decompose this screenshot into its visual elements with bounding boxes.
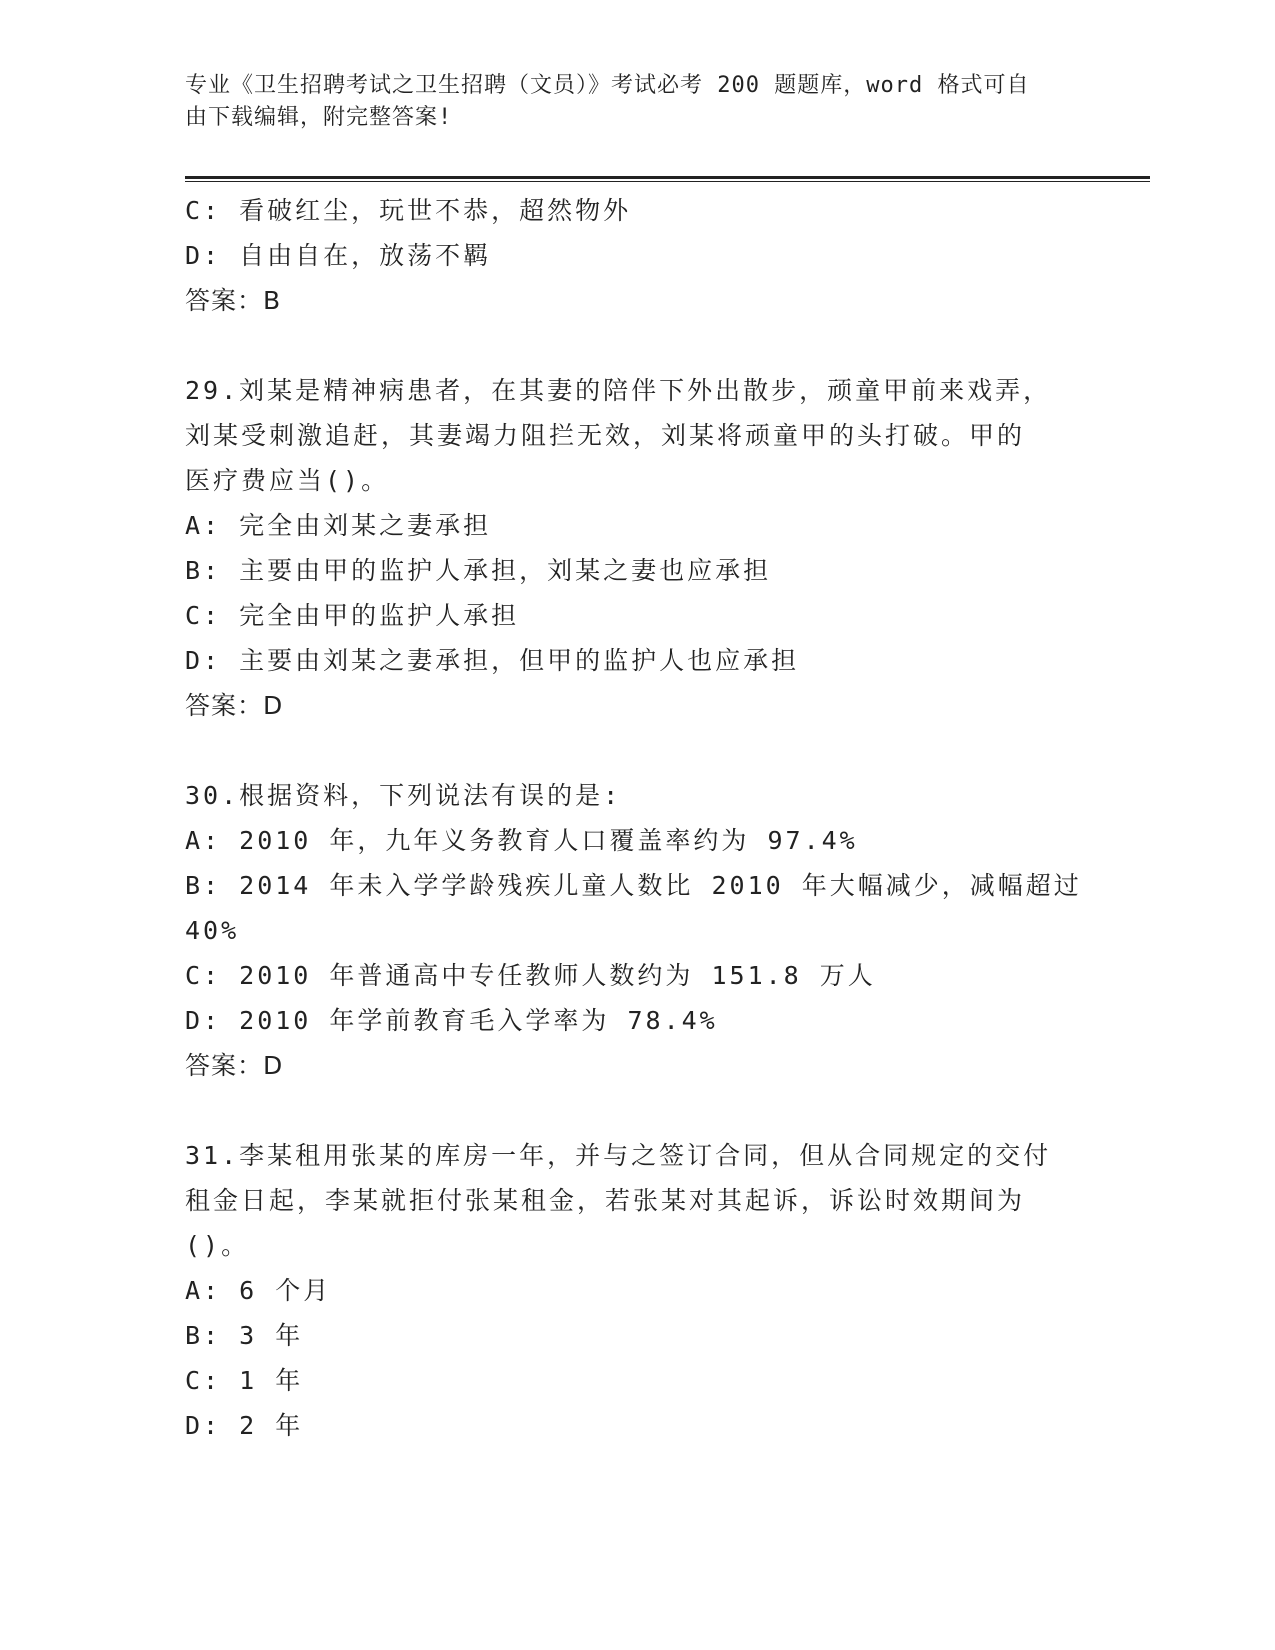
question-stem-line: 租金日起，李某就拒付张某租金，若张某对其起诉，诉讼时效期间为 [185,1186,1026,1215]
header-line-1: 专业《卫生招聘考试之卫生招聘（文员）》考试必考 200 题题库，word 格式可自 [185,73,1030,98]
prev-question-block [185,188,1085,323]
question-stem-line: 医疗费应当()。 [185,466,390,495]
spacer [185,728,1085,773]
option-a: A: 6 个月 [185,1276,332,1305]
option-b-continued: 40% [185,916,240,945]
question-stem-line: 29.刘某是精神病患者，在其妻的陪伴下外出散步，顽童甲前来戏弄， [185,376,1052,405]
question-content [185,188,1085,1448]
question-31 [185,1133,1085,1448]
spacer [185,1088,1085,1133]
option-b: B: 主要由甲的监护人承担，刘某之妻也应承担 [185,556,772,585]
option-b: B: 2014 年未入学学龄残疾儿童人数比 2010 年大幅减少，减幅超过 [185,871,1082,900]
option-a: A: 完全由刘某之妻承担 [185,511,492,540]
answer-line: 答案：D [185,691,284,720]
option-c: C: 看破红尘，玩世不恭，超然物外 [185,196,632,225]
question-stem-line: 31.李某租用张某的库房一年，并与之签订合同，但从合同规定的交付 [185,1141,1052,1170]
question-stem-line: 刘某受刺激追赶，其妻竭力阻拦无效，刘某将顽童甲的头打破。甲的 [185,421,1026,450]
header-rule-thick [185,176,1150,179]
question-stem-line: 30.根据资料，下列说法有误的是: [185,781,622,810]
spacer [185,323,1085,368]
question-stem-line: ()。 [185,1231,250,1260]
option-c: C: 2010 年普通高中专任教师人数约为 151.8 万人 [185,961,876,990]
question-29 [185,368,1085,728]
option-d: D: 自由自在，放荡不羁 [185,241,492,270]
header-line-2: 由下载编辑，附完整答案! [185,105,453,130]
question-30 [185,773,1085,1088]
option-b: B: 3 年 [185,1321,304,1350]
option-d: D: 主要由刘某之妻承担，但甲的监护人也应承担 [185,646,800,675]
option-d: D: 2010 年学前教育毛入学率为 78.4% [185,1006,718,1035]
answer-line: 答案：B [185,286,282,315]
header-rule-thin [185,181,1150,182]
option-c: C: 1 年 [185,1366,304,1395]
option-d: D: 2 年 [185,1411,304,1440]
option-a: A: 2010 年，九年义务教育人口覆盖率约为 97.4% [185,826,858,855]
answer-line: 答案：D [185,1051,284,1080]
document-header [185,70,1065,134]
option-c: C: 完全由甲的监护人承担 [185,601,520,630]
